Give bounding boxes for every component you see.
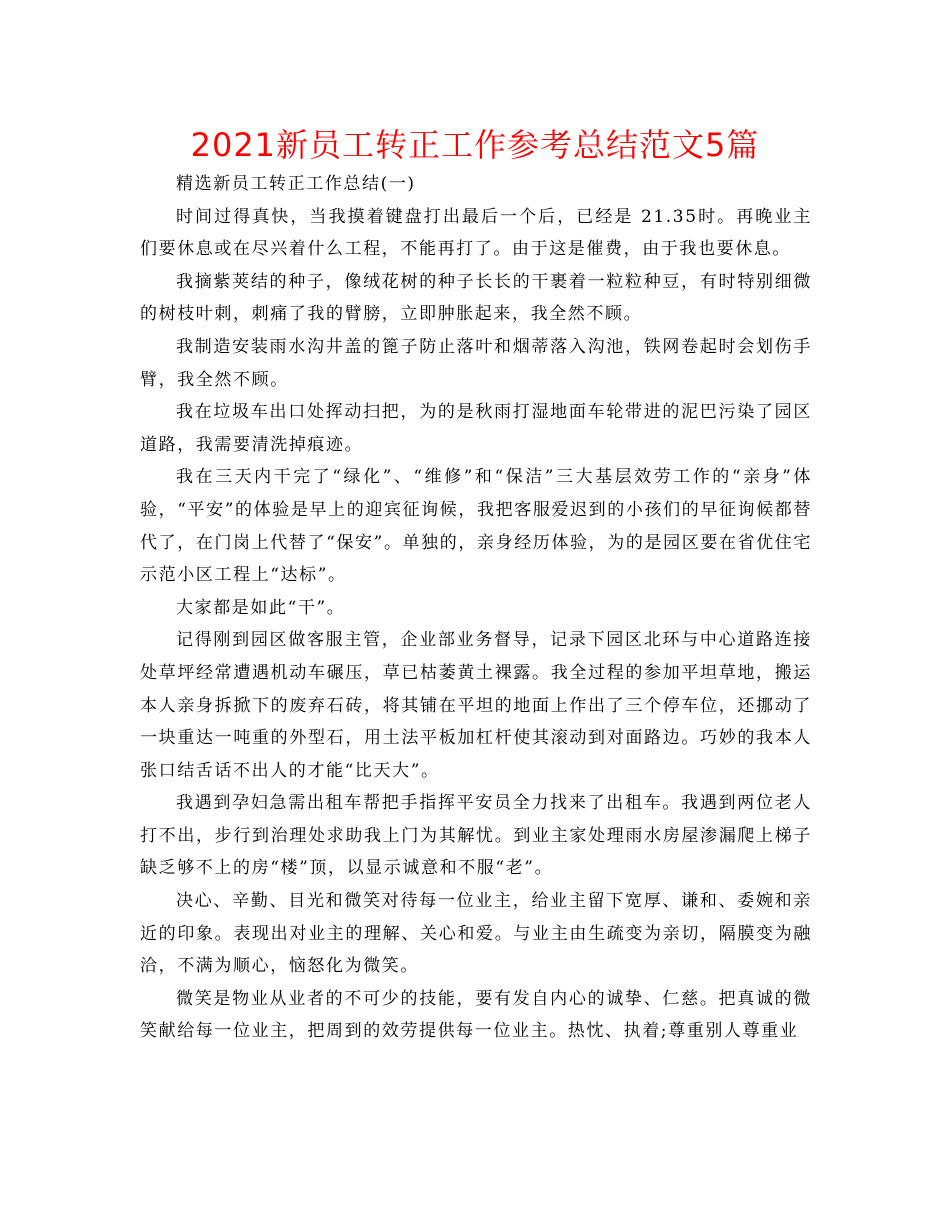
- paragraph: 我遇到孕妇急需出租车帮把手指挥平安员全力找来了出租车。我遇到两位老人打不出，步行到治理处求助我上门为其解忧。到业主家处理雨水房屋渗漏爬上梯子缺乏够不上的房“楼”顶，以显示诚意和不服“老”。: [140, 793, 812, 879]
- paragraph: 时间过得真快，当我摸着键盘打出最后一个后，已经是 21.35时。再晚业主们要休息或在尽兴着什么工程，不能再打了。由于这是催费，由于我也要休息。: [140, 206, 812, 260]
- document-body: [140, 168, 812, 1048]
- paragraph: 我在三天内干完了“绿化”、“维修”和“保洁”三大基层效劳工作的“亲身”体验，“平安”的体验是早上的迎宾征询候，我把客服爱迟到的小孩们的早征询候都替代了，在门岗上代替了“保安”。单独的，亲身经历体验，为的是园区要在省优住宅示范小区工程上“达标”。: [140, 467, 812, 586]
- paragraph: 我摘紫荚结的种子，像绒花树的种子长长的干裹着一粒粒种豆，有时特别细微的树枝叶刺，刺痛了我的臂膀，立即肿胀起来，我全然不顾。: [140, 271, 812, 325]
- paragraph: 我制造安装雨水沟井盖的篦子防止落叶和烟蒂落入沟池，铁网卷起时会划伤手臂，我全然不顾。: [140, 336, 812, 390]
- document-title: 2021新员工转正工作参考总结范文5篇: [190, 126, 760, 164]
- paragraph: 决心、辛勤、目光和微笑对待每一位业主，给业主留下宽厚、谦和、委婉和亲近的印象。表现出对业主的理解、关心和爱。与业主由生疏变为亲切，隔膜变为融洽，不满为顺心，恼怒化为微笑。: [140, 891, 812, 977]
- paragraph: 微笑是物业从业者的不可少的技能，要有发自内心的诚挚、仁慈。把真诚的微笑献给每一位业主，把周到的效劳提供每一位业主。热忱、执着;尊重别人尊重业: [140, 988, 812, 1042]
- paragraph: 大家都是如此“干”。: [176, 597, 346, 618]
- section-heading: 精选新员工转正工作总结(一): [176, 174, 416, 194]
- paragraph: 我在垃圾车出口处挥动扫把，为的是秋雨打湿地面车轮带进的泥巴污染了园区道路，我需要清洗掉痕迹。: [140, 402, 812, 455]
- paragraph: 记得刚到园区做客服主管，企业部业务督导，记录下园区北环与中心道路连接处草坪经常遭遇机动车碾压，草已枯萎黄土裸露。我全过程的参加平坦草地，搬运本人亲身拆掀下的废弃石砖，将其铺在平坦的地面上作出了三个停车位，还挪动了一块重达一吨重的外型石，用土法平板加杠杆使其滚动到对面路边。巧妙的我本人张口结舌话不出人的才能“比天大”。: [140, 630, 812, 781]
